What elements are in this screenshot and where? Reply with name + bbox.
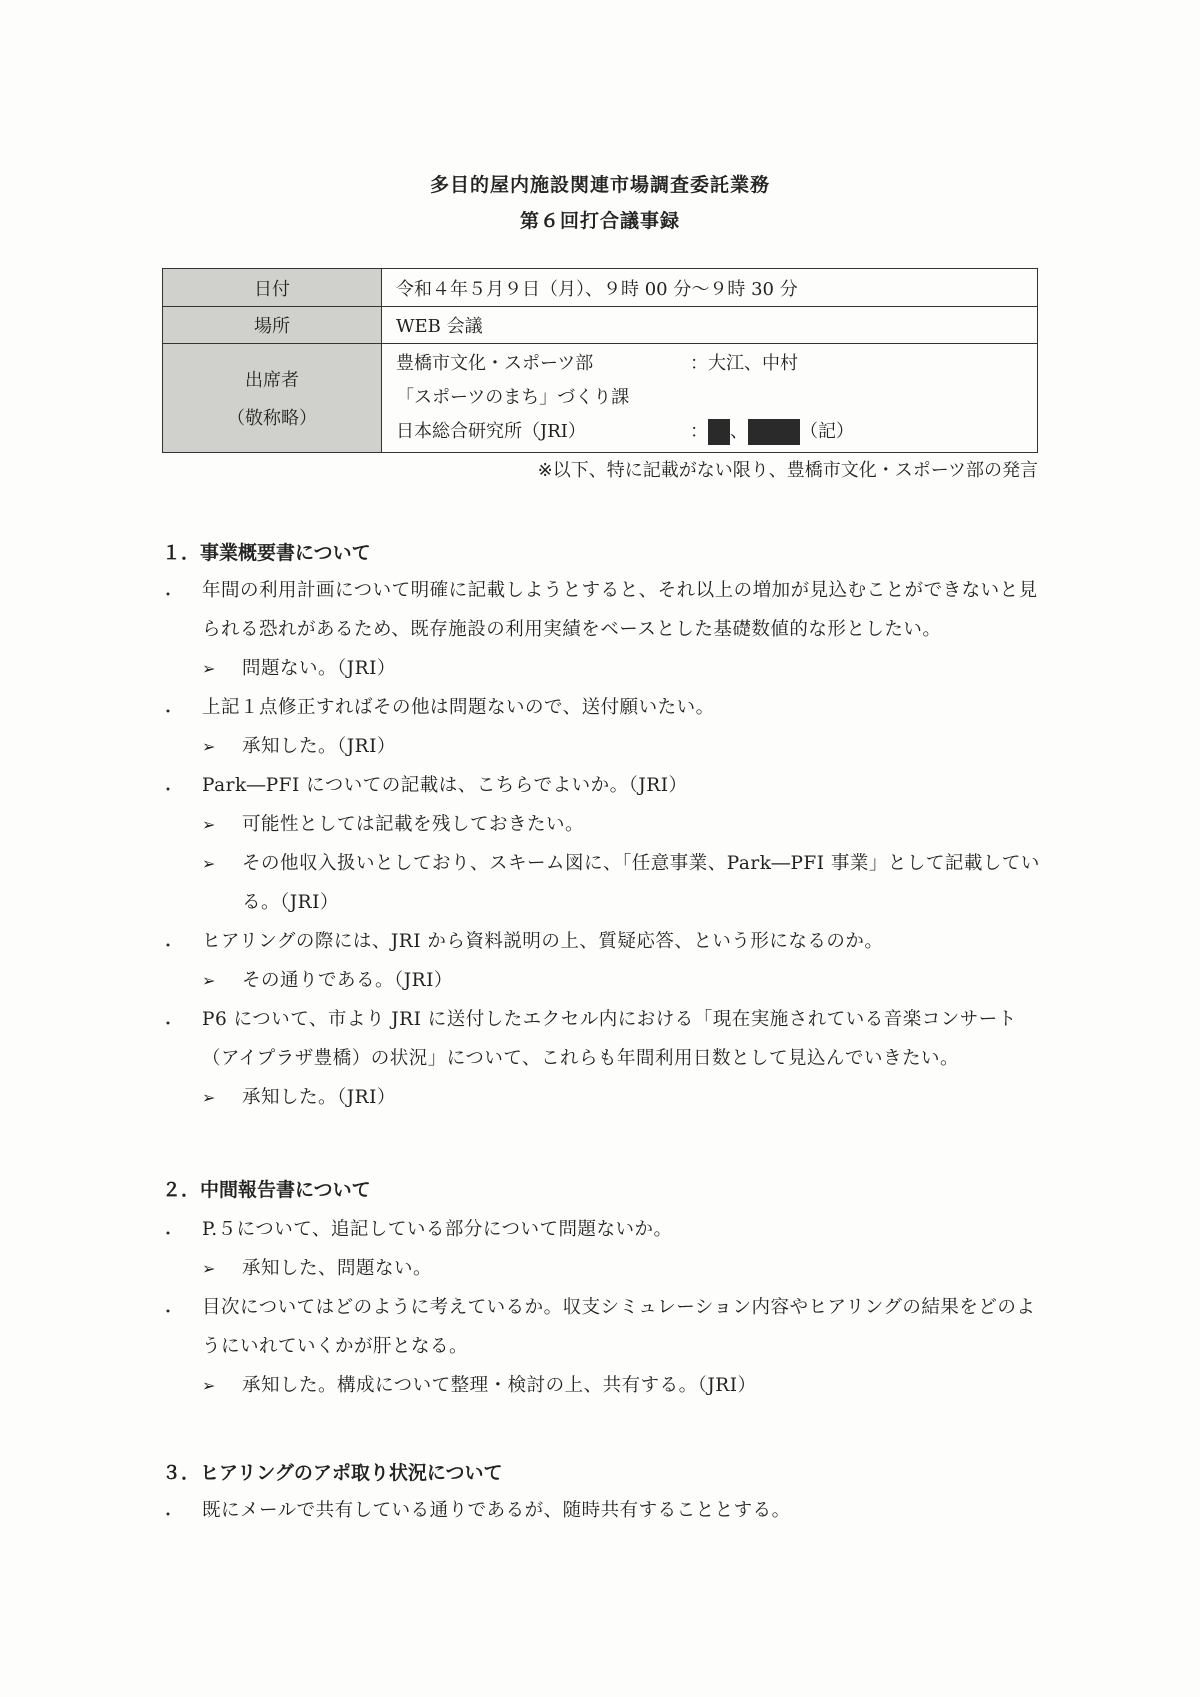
- bullet-icon: ・: [160, 780, 177, 799]
- attendee-org: 日本総合研究所（JRI）: [396, 421, 586, 442]
- reply-line: [202, 727, 1052, 766]
- attendees-value: [382, 344, 1038, 453]
- attendee-org: 「スポーツのまち」づくり課: [396, 387, 630, 408]
- attendees-label: 出席者: [245, 370, 299, 391]
- reply-text: 承知した。（JRI）: [242, 736, 396, 757]
- bullet-icon: ・: [160, 936, 177, 955]
- attendees-label-cell: [163, 344, 382, 453]
- reply-text: その他収入扱いとしており、スキーム図に、「任意事業、Park―PFI 事業」として記載している。（JRI）: [242, 853, 1040, 913]
- reply-line: [202, 1078, 1052, 1117]
- reply-line: [202, 1249, 1052, 1288]
- attendee-names: ：大江、中村: [690, 353, 798, 374]
- arrow-icon: ➢: [202, 737, 216, 756]
- speaker-note: ※以下、特に記載がない限り、豊橋市文化・スポーツ部の発言: [537, 460, 1038, 481]
- arrow-icon: ➢: [202, 659, 216, 678]
- reply-text: 問題ない。（JRI）: [242, 658, 396, 679]
- section-heading: １．事業概要書について: [162, 542, 371, 564]
- document-subtitle: 第６回打合議事録: [519, 210, 680, 232]
- arrow-icon: ➢: [202, 1088, 216, 1107]
- item-text: Park―PFI についての記載は、こちらでよいか。（JRI）: [202, 775, 688, 796]
- item-text: 年間の利用計画について明確に記載しようとすると、それ以上の増加が見込むことができないと見られる恐れがあるため、既存施設の利用実績をベースとした基礎数値的な形としたい。: [202, 580, 1038, 640]
- attendee-row: [396, 381, 1037, 415]
- attendee-names-suffix: （記）: [800, 421, 854, 442]
- reply-text: 承知した。構成について整理・検討の上、共有する。（JRI）: [242, 1375, 757, 1396]
- bullet-icon: ・: [160, 702, 177, 721]
- redacted-name-block: [708, 419, 730, 445]
- item-text: ヒアリングの際には、JRI から資料説明の上、質疑応答、という形になるのか。: [202, 931, 884, 952]
- attendee-names-sep: 、: [730, 421, 748, 442]
- attendee-names-prefix: ：: [690, 421, 708, 442]
- attendee-row: [396, 415, 1037, 449]
- section-heading: ３．ヒアリングのアポ取り状況について: [162, 1462, 503, 1484]
- item-text: 上記１点修正すればその他は問題ないので、送付願いたい。: [202, 697, 715, 718]
- bullet-icon: ・: [160, 1014, 177, 1033]
- date-value: 令和４年５月９日（月）、９時 00 分～９時 30 分: [382, 269, 1038, 307]
- reply-line: [202, 1366, 1052, 1405]
- attendees-sublabel: （敬称略）: [227, 408, 317, 429]
- date-label: 日付: [163, 269, 382, 307]
- arrow-icon: ➢: [202, 971, 216, 990]
- reply-text: 承知した、問題ない。: [242, 1258, 433, 1279]
- bullet-icon: ・: [160, 585, 177, 604]
- arrow-icon: ➢: [202, 854, 216, 873]
- place-label: 場所: [163, 307, 382, 344]
- item-text: P6 について、市より JRI に送付したエクセル内における「現在実施されている音楽コンサート（アイプラザ豊橋）の状況」について、これらも年間利用日数として見込んでいきたい。: [202, 1009, 1017, 1069]
- document-title: 多目的屋内施設関連市場調査委託業務: [429, 174, 770, 196]
- attendee-row: [396, 347, 1037, 381]
- arrow-icon: ➢: [202, 1376, 216, 1395]
- reply-line: [202, 649, 1052, 688]
- attendee-org: 豊橋市文化・スポーツ部: [396, 353, 594, 374]
- reply-line: [202, 805, 1052, 844]
- arrow-icon: ➢: [202, 815, 216, 834]
- reply-line: [202, 961, 1052, 1000]
- section-heading: ２．中間報告書について: [162, 1179, 371, 1201]
- reply-text: その通りである。（JRI）: [242, 970, 453, 991]
- reply-text: 可能性としては記載を残しておきたい。: [242, 814, 585, 835]
- meeting-info-table: [162, 268, 1038, 453]
- place-value: WEB 会議: [382, 307, 1038, 344]
- item-text: 目次についてはどのように考えているか。収支シミュレーション内容やヒアリングの結果をどのようにいれていくかが肝となる。: [202, 1297, 1036, 1357]
- bullet-icon: ・: [160, 1505, 177, 1524]
- reply-line: [202, 844, 1052, 922]
- redacted-name-block: [748, 419, 800, 445]
- bullet-icon: ・: [160, 1302, 177, 1321]
- item-text: P.５について、追記している部分について問題ないか。: [202, 1219, 673, 1240]
- bullet-icon: ・: [160, 1224, 177, 1243]
- arrow-icon: ➢: [202, 1259, 216, 1278]
- reply-text: 承知した。（JRI）: [242, 1087, 396, 1108]
- item-text: 既にメールで共有している通りであるが、随時共有することとする。: [202, 1500, 791, 1521]
